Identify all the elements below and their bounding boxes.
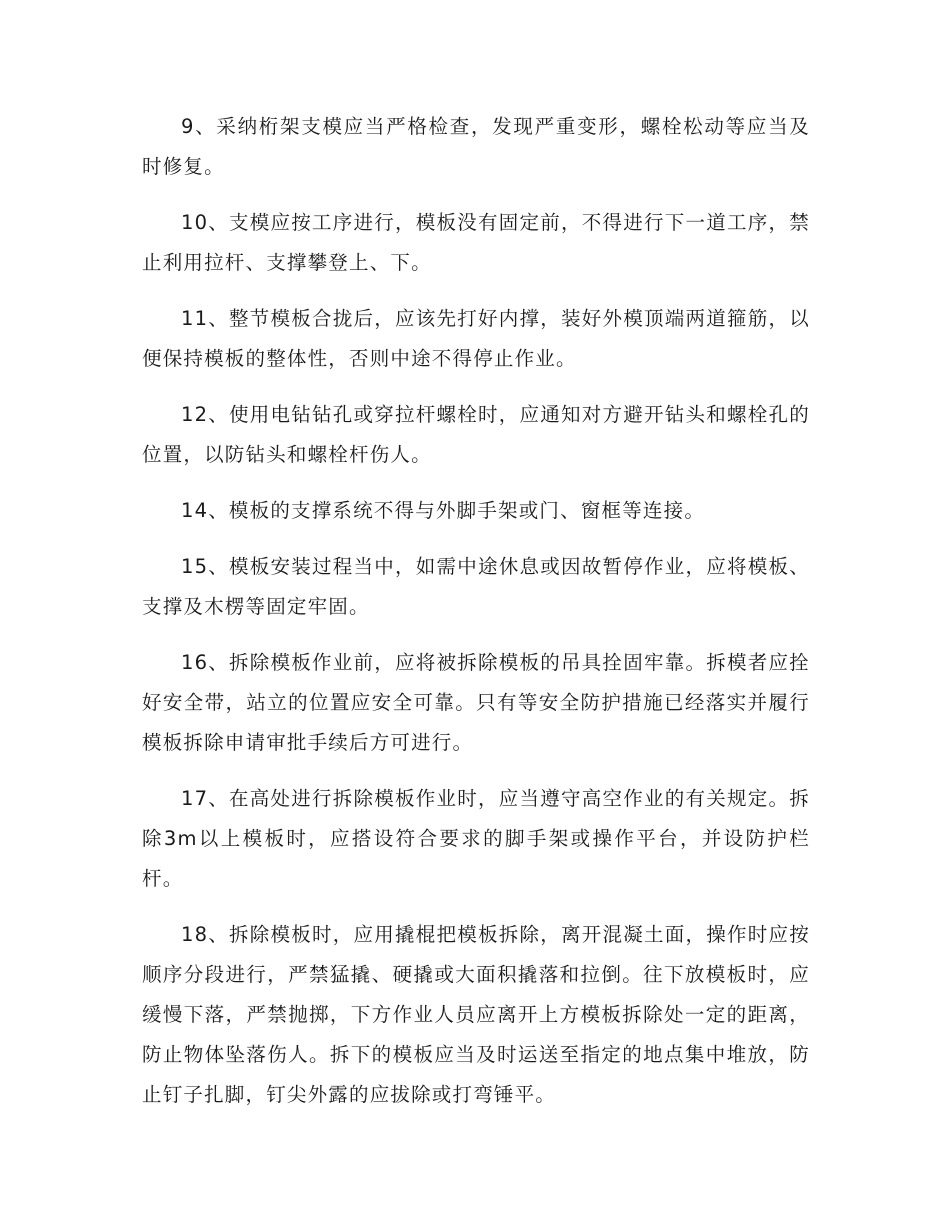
paragraph-item-9: 9、采纳桁架支模应当严格检查，发现严重变形，螺栓松动等应当及时修复。 xyxy=(142,115,810,178)
document-body xyxy=(142,107,810,1115)
paragraph-item-18: 18、拆除模板时，应用撬棍把模板拆除，离开混凝土面，操作时应按顺序分段进行，严禁猛撬、硬撬或大面积撬落和拉倒。往下放模板时，应缓慢下落，严禁抛掷，下方作业人员应离开上方模板拆除处一定的距离，防止物体坠落伤人。拆下的模板应当及时运送至指定的地点集中堆放，防止钉子扎脚，钉尖外露的应拔除或打弯锤平。 xyxy=(142,923,810,1106)
paragraph-item-17: 17、在高处进行拆除模板作业时，应当遵守高空作业的有关规定。拆除3m以上模板时，应搭设符合要求的脚手架或操作平台，并设防护栏杆。 xyxy=(142,787,810,890)
paragraph-item-12: 12、使用电钻钻孔或穿拉杆螺栓时，应通知对方避开钻头和螺栓孔的位置，以防钻头和螺栓杆伤人。 xyxy=(142,403,810,466)
paragraph-item-10: 10、支模应按工序进行，模板没有固定前，不得进行下一道工序，禁止利用拉杆、支撑攀登上、下。 xyxy=(142,211,810,274)
paragraph-item-14: 14、模板的支撑系统不得与外脚手架或门、窗框等连接。 xyxy=(181,499,706,522)
paragraph-item-11: 11、整节模板合拢后，应该先打好内撑，装好外模顶端两道箍筋，以便保持模板的整体性，否则中途不得停止作业。 xyxy=(142,307,810,370)
paragraph-item-16: 16、拆除模板作业前，应将被拆除模板的吊具拴固牢靠。拆模者应拴好安全带，站立的位置应安全可靠。只有等安全防护措施已经落实并履行模板拆除申请审批手续后方可进行。 xyxy=(142,651,810,754)
paragraph-item-15: 15、模板安装过程当中，如需中途休息或因故暂停作业，应将模板、支撑及木楞等固定牢固。 xyxy=(142,555,810,618)
